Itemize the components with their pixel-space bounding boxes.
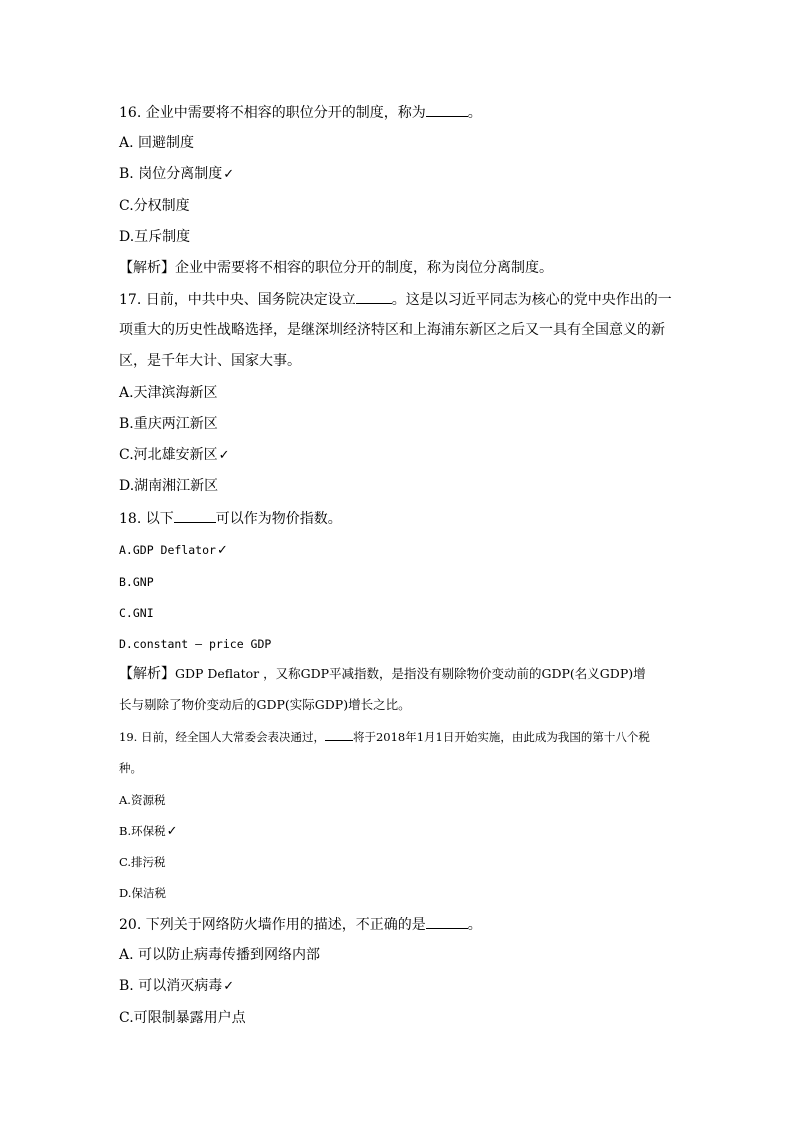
analysis-tag: 【解析】 [119,666,175,682]
q19-option-d: D.保洁税 [119,886,166,900]
check-mark-icon: ✓ [218,448,230,463]
q18-option-b: B.GNP [119,575,154,589]
check-mark-icon: ✓ [216,543,228,558]
q16-stem-end: 。 [467,105,482,121]
q19-option-c: C.排污税 [119,855,166,869]
check-mark-icon: ✓ [223,167,235,182]
q18-option-a-text: A.GDP Deflator [119,543,216,557]
q18-analysis-line2: 长与剔除了物价变动后的GDP(实际GDP)增长之比。 [119,697,411,712]
answer-blank [426,104,468,117]
q18-option-a [119,542,679,559]
q17-stem [119,291,679,308]
q19-option-b [119,823,679,840]
analysis-tag: 【解析】 [119,260,175,276]
q18-stem-text: 18. 以下 [119,511,174,527]
check-mark-icon: ✓ [166,824,178,839]
q20-stem [119,916,679,933]
q19-option-a: A.资源税 [119,793,166,807]
q16-analysis [119,260,679,276]
answer-blank [356,291,392,304]
q18-analysis [119,666,679,682]
q16-option-a: A. 回避制度 [119,135,195,151]
q20-stem-text: 20. 下列关于网络防火墙作用的描述，不正确的是 [119,917,426,933]
q20-option-c: C.可限制暴露用户点 [119,1010,246,1026]
q16-analysis-text: 企业中需要将不相容的职位分开的制度，称为岗位分离制度。 [175,260,553,276]
q20-option-b [119,978,679,995]
answer-blank [174,510,216,523]
q17-option-c-text: C.河北雄安新区 [119,447,218,463]
q17-stem-line3: 区，是千年大计、国家大事。 [119,353,301,369]
q16-stem [119,104,679,121]
q20-option-b-text: B. 可以消灭病毒 [119,978,223,994]
q17-stem-line2: 项重大的历史性战略选择，是继深圳经济特区和上海浦东新区之后又一具有全国意义的新 [119,322,665,338]
q19-option-b-text: B.环保税 [119,824,166,838]
q16-option-b-text: B. 岗位分离制度 [119,166,223,182]
q17-option-b: B.重庆两江新区 [119,416,218,432]
q17-option-a: A.天津滨海新区 [119,385,218,401]
q19-stem [119,729,679,745]
q17-stem-text: 17. 日前，中共中央、国务院决定设立 [119,292,356,308]
q19-stem-rest: 将于2018年1月1日开始实施，由此成为我国的第十八个税 [352,730,650,744]
q20-stem-end: 。 [467,917,482,933]
q18-analysis-text: GDP Deflator ，又称GDP平减指数，是指没有剔除物价变动前的GDP(名义GDP)增 [175,666,646,681]
q16-stem-text: 16. 企业中需要将不相容的职位分开的制度，称为 [119,105,426,121]
q17-option-c [119,447,679,464]
q20-option-a: A. 可以防止病毒传播到网络内部 [119,947,321,963]
q16-option-d: D.互斥制度 [119,229,191,245]
q17-stem-rest: 。这是以习近平同志为核心的党中央作出的一 [391,292,672,308]
answer-blank [325,730,353,741]
check-mark-icon: ✓ [223,979,235,994]
q18-option-c: C.GNI [119,606,154,620]
q17-option-d: D.湖南湘江新区 [119,478,219,494]
q18-option-d: D.constant — price GDP [119,637,272,651]
q18-stem-rest: 可以作为物价指数。 [215,511,342,527]
q19-stem-line2: 种。 [119,761,142,775]
q16-option-c: C.分权制度 [119,198,190,214]
q19-stem-text: 19. 日前，经全国人大常委会表决通过， [119,730,325,744]
answer-blank [426,916,468,929]
q18-stem [119,510,679,527]
q16-option-b [119,166,679,183]
